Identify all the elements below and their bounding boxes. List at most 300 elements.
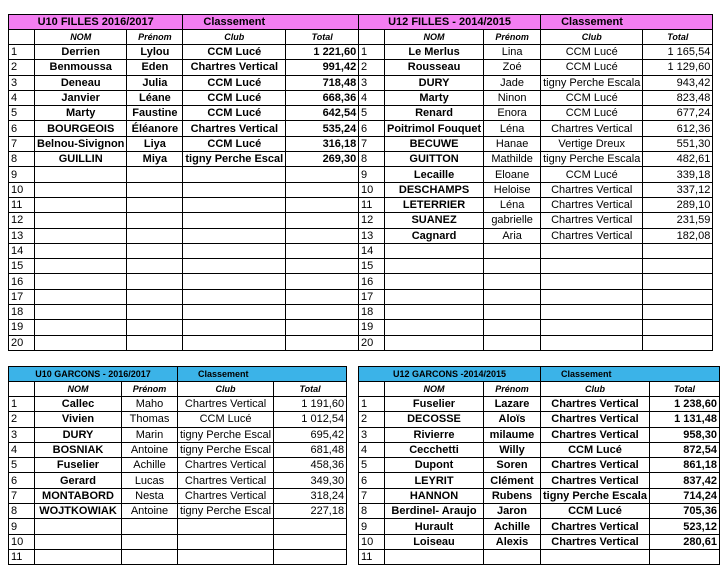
total-cell: 705,36 xyxy=(649,504,719,519)
nom-cell: SUANEZ xyxy=(385,213,484,228)
table-row xyxy=(359,412,720,427)
nom-cell xyxy=(35,259,127,274)
nom-cell xyxy=(385,274,484,289)
col-prenom-header: Prénom xyxy=(484,382,541,397)
table-row xyxy=(9,243,359,258)
club-cell: Chartres Vertical xyxy=(183,121,286,136)
total-cell xyxy=(286,259,359,274)
total-cell: 1 131,48 xyxy=(649,412,719,427)
club-cell xyxy=(183,289,286,304)
table-row xyxy=(359,274,713,289)
rank-cell: 11 xyxy=(9,549,35,564)
table-u10-filles xyxy=(8,14,359,351)
total-cell xyxy=(286,228,359,243)
club-cell: Chartres Vertical xyxy=(541,121,643,136)
table-row xyxy=(359,519,720,534)
table-header-row xyxy=(9,30,359,45)
club-cell: Chartres Vertical xyxy=(541,412,650,427)
club-cell: Chartres Vertical xyxy=(541,458,650,473)
nom-cell xyxy=(35,289,127,304)
rank-cell: 8 xyxy=(359,504,385,519)
club-cell: Chartres Vertical xyxy=(541,397,650,412)
total-cell xyxy=(286,305,359,320)
table-row xyxy=(359,228,713,243)
rank-cell: 2 xyxy=(359,60,385,75)
prenom-cell xyxy=(122,549,178,564)
total-cell: 289,10 xyxy=(643,197,713,212)
prenom-cell xyxy=(127,259,183,274)
table-row xyxy=(9,182,359,197)
total-cell: 1 191,60 xyxy=(274,397,347,412)
total-cell: 837,42 xyxy=(649,473,719,488)
prenom-cell xyxy=(122,519,178,534)
prenom-cell xyxy=(484,335,541,350)
club-cell: Chartres Vertical xyxy=(178,397,274,412)
club-cell xyxy=(183,243,286,258)
club-cell: tigny Perche Escal xyxy=(178,427,274,442)
club-cell: Chartres Vertical xyxy=(541,228,643,243)
club-cell: Chartres Vertical xyxy=(178,488,274,503)
total-cell xyxy=(286,167,359,182)
total-cell xyxy=(286,274,359,289)
club-cell xyxy=(183,167,286,182)
rank-cell: 17 xyxy=(359,289,385,304)
total-cell xyxy=(649,549,719,564)
total-cell: 718,48 xyxy=(286,75,359,90)
nom-cell: Berdinel- Araujo xyxy=(385,504,484,519)
table-row xyxy=(359,397,720,412)
rank-cell: 14 xyxy=(9,243,35,258)
prenom-cell xyxy=(127,289,183,304)
nom-cell xyxy=(35,519,122,534)
table-title-row xyxy=(359,15,713,30)
table-body xyxy=(359,397,720,565)
nom-cell: Marty xyxy=(385,90,484,105)
club-cell xyxy=(178,519,274,534)
prenom-cell: Maho xyxy=(122,397,178,412)
rank-cell: 2 xyxy=(9,412,35,427)
nom-cell: BOURGEOIS xyxy=(35,121,127,136)
prenom-cell xyxy=(127,274,183,289)
prenom-cell: Zoé xyxy=(484,60,541,75)
total-cell xyxy=(274,519,347,534)
rank-cell: 1 xyxy=(359,397,385,412)
nom-cell: BOSNIAK xyxy=(35,442,122,457)
prenom-cell: Aria xyxy=(484,228,541,243)
table-row xyxy=(359,549,720,564)
club-cell: CCM Lucé xyxy=(541,106,643,121)
prenom-cell xyxy=(127,320,183,335)
table-row xyxy=(9,549,347,564)
prenom-cell xyxy=(127,167,183,182)
nom-cell: Rivierre xyxy=(385,427,484,442)
rank-cell: 8 xyxy=(9,504,35,519)
total-cell: 872,54 xyxy=(649,442,719,457)
table-body xyxy=(359,45,713,351)
rank-cell: 3 xyxy=(9,427,35,442)
club-cell xyxy=(183,182,286,197)
rank-cell: 5 xyxy=(359,106,385,121)
total-cell xyxy=(286,213,359,228)
rank-cell: 1 xyxy=(9,397,35,412)
prenom-cell: Aloïs xyxy=(484,412,541,427)
table-row xyxy=(359,197,713,212)
rank-cell: 5 xyxy=(9,106,35,121)
table-title: U10 FILLES 2016/2017 xyxy=(9,15,183,30)
nom-cell xyxy=(35,197,127,212)
nom-cell xyxy=(35,228,127,243)
nom-cell: HANNON xyxy=(385,488,484,503)
table-row xyxy=(359,152,713,167)
table-row xyxy=(359,121,713,136)
prenom-cell: Liya xyxy=(127,136,183,151)
rank-cell: 9 xyxy=(9,519,35,534)
table-header-row xyxy=(359,30,713,45)
total-cell: 668,36 xyxy=(286,90,359,105)
club-cell: Chartres Vertical xyxy=(541,182,643,197)
total-cell: 1 129,60 xyxy=(643,60,713,75)
rank-cell: 17 xyxy=(9,289,35,304)
nom-cell: WOJTKOWIAK xyxy=(35,504,122,519)
classement-label: Classement xyxy=(541,367,720,382)
total-cell: 612,36 xyxy=(643,121,713,136)
total-cell xyxy=(286,320,359,335)
table-row xyxy=(9,90,359,105)
prenom-cell: Lazare xyxy=(484,397,541,412)
nom-cell xyxy=(35,274,127,289)
table-title: U12 FILLES - 2014/2015 xyxy=(359,15,541,30)
prenom-cell xyxy=(484,549,541,564)
table-row xyxy=(9,442,347,457)
table-body xyxy=(9,397,347,565)
club-cell: CCM Lucé xyxy=(183,106,286,121)
rank-cell: 18 xyxy=(359,305,385,320)
table-row xyxy=(359,213,713,228)
total-cell xyxy=(643,305,713,320)
table-row xyxy=(359,75,713,90)
table-row xyxy=(9,427,347,442)
table-row xyxy=(9,259,359,274)
rank-cell: 15 xyxy=(359,259,385,274)
nom-cell: DURY xyxy=(385,75,484,90)
club-cell xyxy=(541,274,643,289)
prenom-cell: Alexis xyxy=(484,534,541,549)
rank-cell: 11 xyxy=(359,549,385,564)
rank-cell: 15 xyxy=(9,259,35,274)
rank-cell: 9 xyxy=(359,519,385,534)
table-row xyxy=(9,121,359,136)
nom-cell: Loiseau xyxy=(385,534,484,549)
nom-cell: DURY xyxy=(35,427,122,442)
total-cell: 337,12 xyxy=(643,182,713,197)
table-row xyxy=(359,259,713,274)
rank-cell: 9 xyxy=(359,167,385,182)
total-cell: 280,61 xyxy=(649,534,719,549)
table-row xyxy=(9,60,359,75)
rank-cell: 3 xyxy=(359,427,385,442)
club-cell xyxy=(541,335,643,350)
col-club-header: Club xyxy=(541,30,643,45)
club-cell: Chartres Vertical xyxy=(541,534,650,549)
club-cell: tigny Perche Escal xyxy=(178,504,274,519)
prenom-cell: Lucas xyxy=(122,473,178,488)
table-body xyxy=(9,45,359,351)
club-cell: Chartres Vertical xyxy=(183,60,286,75)
nom-cell: GUILLIN xyxy=(35,152,127,167)
rank-cell: 4 xyxy=(9,442,35,457)
total-cell: 458,36 xyxy=(274,458,347,473)
prenom-cell: Heloise xyxy=(484,182,541,197)
prenom-cell: gabrielle xyxy=(484,213,541,228)
nom-cell: Cagnard xyxy=(385,228,484,243)
club-cell: CCM Lucé xyxy=(541,60,643,75)
prenom-cell xyxy=(484,289,541,304)
table-row xyxy=(9,305,359,320)
table-row xyxy=(359,60,713,75)
total-cell: 231,59 xyxy=(643,213,713,228)
table-row xyxy=(9,397,347,412)
prenom-cell xyxy=(127,213,183,228)
table-row xyxy=(359,289,713,304)
total-cell: 1 221,60 xyxy=(286,45,359,60)
rank-cell: 11 xyxy=(359,197,385,212)
prenom-cell xyxy=(484,243,541,258)
club-cell xyxy=(183,320,286,335)
total-cell: 681,48 xyxy=(274,442,347,457)
prenom-cell xyxy=(122,534,178,549)
rank-cell: 14 xyxy=(359,243,385,258)
club-cell: CCM Lucé xyxy=(183,90,286,105)
prenom-cell: Faustine xyxy=(127,106,183,121)
prenom-cell: Léna xyxy=(484,197,541,212)
prenom-cell: Rubens xyxy=(484,488,541,503)
rank-cell: 6 xyxy=(9,473,35,488)
table-row xyxy=(9,320,359,335)
total-cell xyxy=(274,534,347,549)
nom-cell: Deneau xyxy=(35,75,127,90)
table-u10-garcons xyxy=(8,366,347,565)
nom-cell xyxy=(385,549,484,564)
total-cell: 991,42 xyxy=(286,60,359,75)
total-cell: 1 165,54 xyxy=(643,45,713,60)
club-cell xyxy=(541,243,643,258)
table-row xyxy=(359,90,713,105)
rank-cell: 7 xyxy=(9,136,35,151)
total-cell: 677,24 xyxy=(643,106,713,121)
nom-cell: Rousseau xyxy=(385,60,484,75)
table-row xyxy=(359,442,720,457)
table-row xyxy=(9,274,359,289)
total-cell xyxy=(286,289,359,304)
prenom-cell xyxy=(127,228,183,243)
table-title-row xyxy=(9,15,359,30)
prenom-cell: Léane xyxy=(127,90,183,105)
nom-cell xyxy=(385,243,484,258)
nom-cell: LETERRIER xyxy=(385,197,484,212)
prenom-cell xyxy=(127,335,183,350)
club-cell xyxy=(183,213,286,228)
table-row xyxy=(359,534,720,549)
total-cell: 695,42 xyxy=(274,427,347,442)
total-cell: 349,30 xyxy=(274,473,347,488)
rank-cell: 16 xyxy=(9,274,35,289)
total-cell: 535,24 xyxy=(286,121,359,136)
rank-cell: 20 xyxy=(9,335,35,350)
prenom-cell xyxy=(484,320,541,335)
nom-cell xyxy=(35,335,127,350)
table-row xyxy=(9,412,347,427)
rank-cell: 8 xyxy=(9,152,35,167)
table-row xyxy=(9,534,347,549)
rank-cell: 6 xyxy=(9,121,35,136)
prenom-cell: Enora xyxy=(484,106,541,121)
rank-cell: 13 xyxy=(359,228,385,243)
club-cell: tigny Perche Escala xyxy=(541,488,650,503)
table-row xyxy=(9,473,347,488)
club-cell: CCM Lucé xyxy=(541,442,650,457)
rank-cell: 1 xyxy=(359,45,385,60)
table-header-row xyxy=(359,382,720,397)
table-row xyxy=(359,504,720,519)
table-row xyxy=(9,458,347,473)
table-row xyxy=(9,167,359,182)
rank-cell: 10 xyxy=(9,534,35,549)
col-total-header: Total xyxy=(643,30,713,45)
nom-cell: Le Merlus xyxy=(385,45,484,60)
total-cell: 943,42 xyxy=(643,75,713,90)
club-cell: CCM Lucé xyxy=(541,90,643,105)
club-cell: tigny Perche Escal xyxy=(178,442,274,457)
club-cell: Chartres Vertical xyxy=(541,427,650,442)
nom-cell: Janvier xyxy=(35,90,127,105)
nom-cell: Lecaille xyxy=(385,167,484,182)
nom-cell: Belnou-Sivignon xyxy=(35,136,127,151)
club-cell: tigny Perche Escala xyxy=(541,75,643,90)
nom-cell: GUITTON xyxy=(385,152,484,167)
table-row xyxy=(359,488,720,503)
nom-cell xyxy=(35,305,127,320)
nom-cell: Cecchetti xyxy=(385,442,484,457)
total-cell: 958,30 xyxy=(649,427,719,442)
rank-cell: 7 xyxy=(359,136,385,151)
prenom-cell: Lina xyxy=(484,45,541,60)
prenom-cell: Hanae xyxy=(484,136,541,151)
club-cell: CCM Lucé xyxy=(541,167,643,182)
nom-cell: Derrien xyxy=(35,45,127,60)
prenom-cell: Eloane xyxy=(484,167,541,182)
col-prenom-header: Prénom xyxy=(122,382,178,397)
table-row xyxy=(9,45,359,60)
rank-cell: 12 xyxy=(359,213,385,228)
table-u12-garcons xyxy=(358,366,720,565)
nom-cell: Vivien xyxy=(35,412,122,427)
nom-cell: Gerard xyxy=(35,473,122,488)
rank-cell: 10 xyxy=(359,182,385,197)
nom-cell: Benmoussa xyxy=(35,60,127,75)
table-row xyxy=(359,167,713,182)
rank-cell: 3 xyxy=(9,75,35,90)
nom-cell: Fuselier xyxy=(385,397,484,412)
prenom-cell: Léna xyxy=(484,121,541,136)
nom-cell xyxy=(35,534,122,549)
club-cell xyxy=(183,197,286,212)
table-row xyxy=(359,106,713,121)
rank-cell: 4 xyxy=(359,442,385,457)
table-row xyxy=(9,106,359,121)
table-row xyxy=(359,458,720,473)
table-row xyxy=(9,136,359,151)
col-club-header: Club xyxy=(183,30,286,45)
table-row xyxy=(9,228,359,243)
col-prenom-header: Prénom xyxy=(127,30,183,45)
nom-cell xyxy=(35,213,127,228)
total-cell: 1 238,60 xyxy=(649,397,719,412)
total-cell: 318,24 xyxy=(274,488,347,503)
total-cell xyxy=(274,549,347,564)
club-cell: CCM Lucé xyxy=(183,136,286,151)
club-cell xyxy=(541,259,643,274)
prenom-cell xyxy=(484,259,541,274)
nom-cell xyxy=(385,289,484,304)
nom-cell xyxy=(385,320,484,335)
prenom-cell: Éléanore xyxy=(127,121,183,136)
total-cell xyxy=(643,335,713,350)
prenom-cell: Miya xyxy=(127,152,183,167)
table-row xyxy=(9,488,347,503)
prenom-cell xyxy=(127,197,183,212)
rank-cell: 13 xyxy=(9,228,35,243)
nom-cell: Fuselier xyxy=(35,458,122,473)
club-cell: CCM Lucé xyxy=(541,45,643,60)
table-row xyxy=(9,75,359,90)
table-row xyxy=(9,335,359,350)
total-cell xyxy=(643,320,713,335)
col-total-header: Total xyxy=(286,30,359,45)
col-nom-header: NOM xyxy=(385,30,484,45)
nom-cell: Hurault xyxy=(385,519,484,534)
total-cell xyxy=(643,243,713,258)
rank-cell: 12 xyxy=(9,213,35,228)
club-cell xyxy=(541,305,643,320)
total-cell xyxy=(286,197,359,212)
nom-cell: Dupont xyxy=(385,458,484,473)
rank-cell: 3 xyxy=(359,75,385,90)
club-cell xyxy=(183,305,286,320)
table-row xyxy=(359,136,713,151)
prenom-cell: Soren xyxy=(484,458,541,473)
prenom-cell xyxy=(127,182,183,197)
prenom-cell: Eden xyxy=(127,60,183,75)
table-title: U10 GARCONS - 2016/2017 xyxy=(9,367,178,382)
club-cell: tigny Perche Escala xyxy=(541,152,643,167)
prenom-cell: Nesta xyxy=(122,488,178,503)
total-cell: 523,12 xyxy=(649,519,719,534)
total-cell: 269,30 xyxy=(286,152,359,167)
nom-cell: DECOSSE xyxy=(385,412,484,427)
club-cell: Chartres Vertical xyxy=(541,473,650,488)
club-cell: Chartres Vertical xyxy=(541,519,650,534)
rank-cell: 19 xyxy=(9,320,35,335)
col-club-header: Club xyxy=(178,382,274,397)
table-title-row xyxy=(359,367,720,382)
club-cell xyxy=(183,335,286,350)
prenom-cell: Julia xyxy=(127,75,183,90)
prenom-cell: Antoine xyxy=(122,504,178,519)
prenom-cell: Lylou xyxy=(127,45,183,60)
total-cell xyxy=(286,243,359,258)
nom-cell: Poitrimol Fouquet xyxy=(385,121,484,136)
col-prenom-header: Prénom xyxy=(484,30,541,45)
